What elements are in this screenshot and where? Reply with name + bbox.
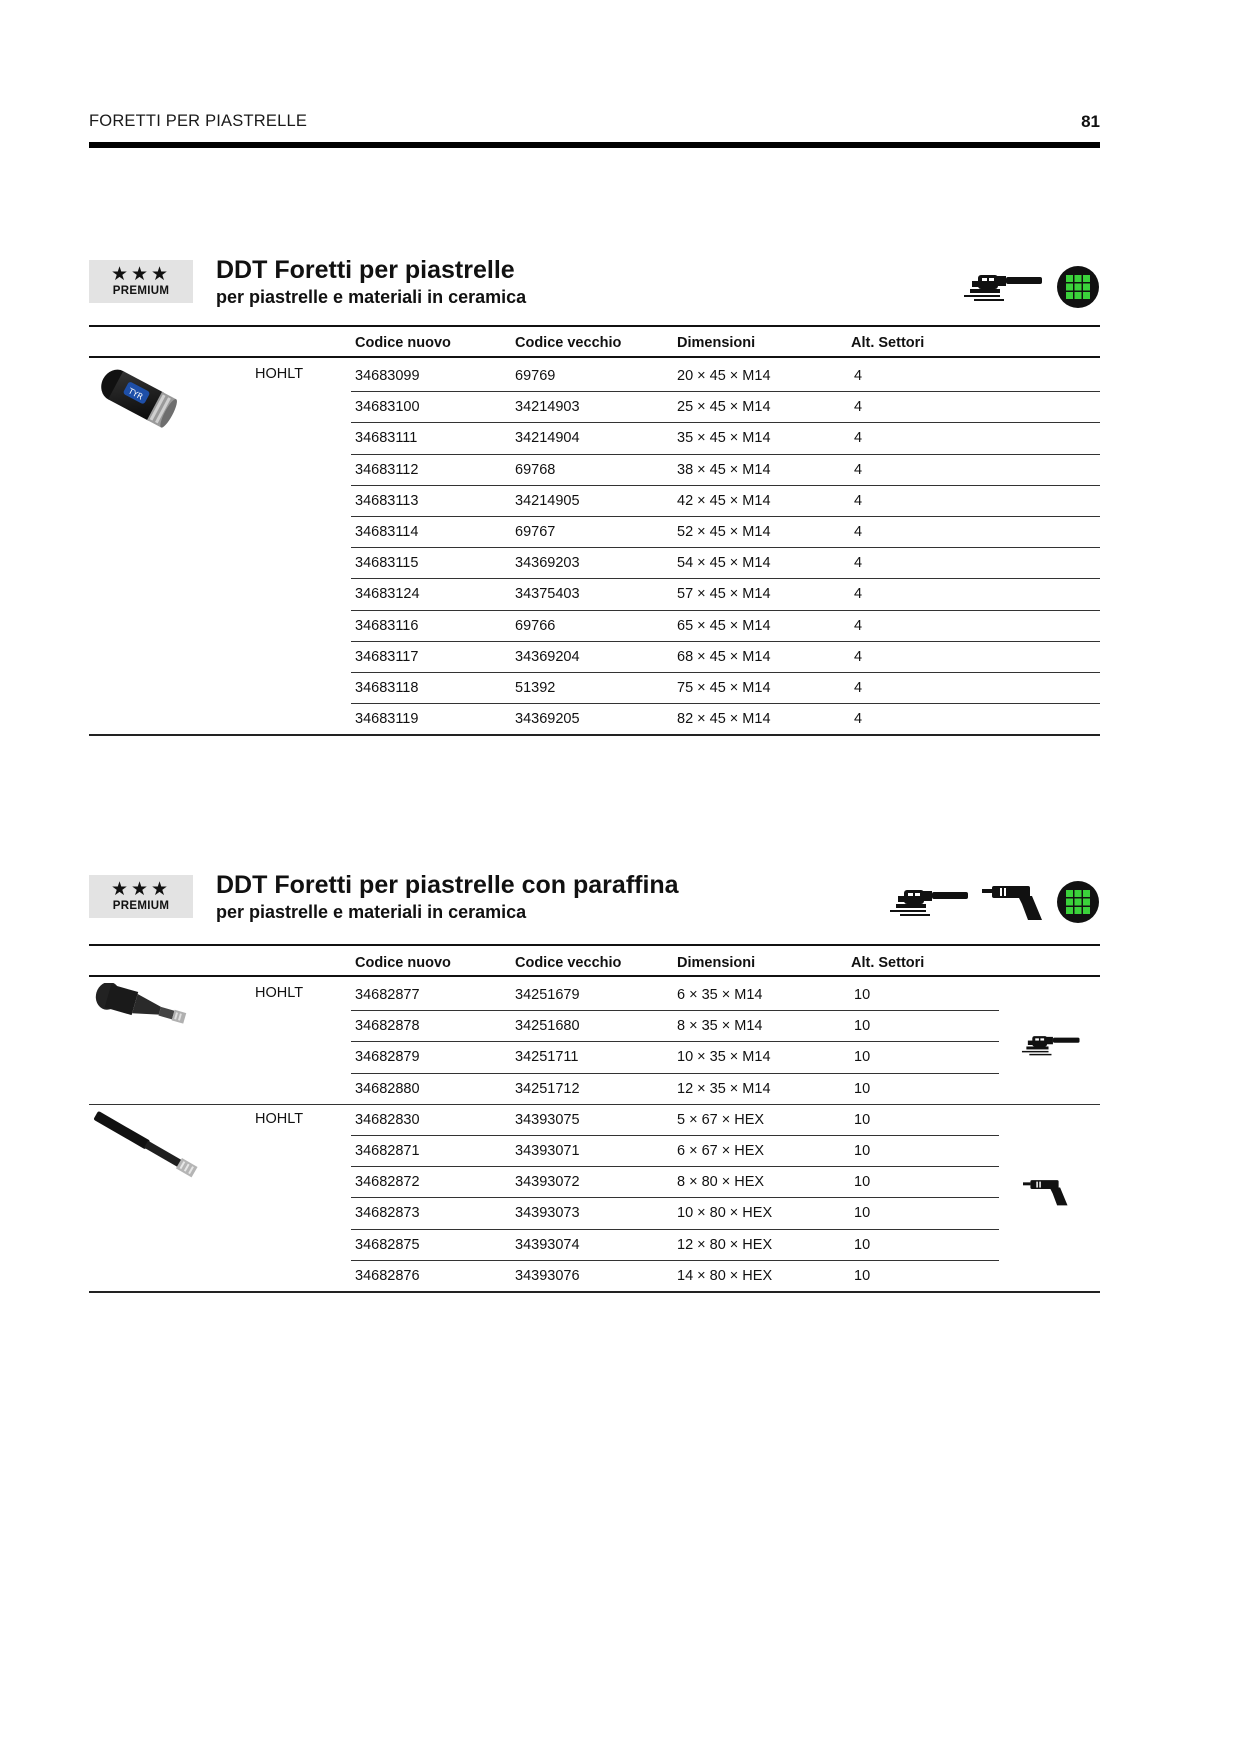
cell-codice-nuovo: 34682879 <box>355 1049 420 1066</box>
svg-text:TYR: TYR <box>126 386 145 402</box>
cell-codice-vecchio: 34214904 <box>515 430 580 447</box>
cell-alt-settori: 4 <box>854 492 863 509</box>
tool-icons <box>886 877 1100 927</box>
row-separator <box>351 422 1100 423</box>
cell-dimensioni: 52 × 45 × M14 <box>677 524 771 540</box>
cell-codice-vecchio: 34251711 <box>515 1049 579 1066</box>
row-separator <box>351 1073 999 1074</box>
cell-codice-vecchio: 34375403 <box>515 586 580 603</box>
product-section-2 <box>89 871 1100 1295</box>
product-image-tile-bit-small-m14 <box>89 983 189 1044</box>
row-separator <box>351 641 1100 642</box>
product-image-tile-bit-hex <box>89 1105 209 1194</box>
stars-icon: ★★★ <box>110 264 172 285</box>
cell-alt-settori: 10 <box>854 1267 871 1284</box>
section-subtitle: per piastrelle e materiali in ceramica <box>216 902 527 922</box>
cell-alt-settori: 10 <box>854 1049 871 1066</box>
stars-icon: ★★★ <box>110 879 172 900</box>
cell-alt-settori: 10 <box>854 1018 871 1035</box>
col-codice-vecchio: Codice vecchio <box>515 955 622 971</box>
row-separator <box>351 454 1100 455</box>
cell-alt-settori: 4 <box>854 711 863 728</box>
cell-dimensioni: 14 × 80 × HEX <box>677 1267 773 1284</box>
cell-codice-vecchio: 69766 <box>515 617 556 634</box>
table-header-rule <box>89 356 1100 358</box>
cell-codice-vecchio: 51392 <box>515 680 556 696</box>
cell-codice-nuovo: 34683115 <box>355 555 419 572</box>
cell-dimensioni: 68 × 45 × M14 <box>677 648 771 665</box>
group-label: HOHLT <box>255 985 304 1001</box>
row-separator <box>351 578 1100 579</box>
tile-grid-icon <box>1056 880 1100 924</box>
power-drill-icon <box>1023 1177 1069 1212</box>
row-separator <box>351 1260 999 1261</box>
cell-codice-nuovo: 34683099 <box>355 368 420 384</box>
tile-grid-icon <box>1056 265 1100 309</box>
section-title: DDT Foretti per piastrelle con paraffina <box>216 871 679 899</box>
cell-codice-vecchio: 34214903 <box>515 399 580 416</box>
cell-dimensioni: 8 × 35 × M14 <box>677 1018 763 1035</box>
table-top-rule <box>89 325 1100 327</box>
col-dimensioni: Dimensioni <box>677 335 756 351</box>
cell-codice-vecchio: 34393071 <box>515 1143 580 1159</box>
cell-alt-settori: 4 <box>854 617 863 634</box>
cell-codice-nuovo: 34683124 <box>355 586 420 603</box>
angle-grinder-icon <box>1019 1030 1081 1065</box>
row-separator <box>351 703 1100 704</box>
cell-codice-vecchio: 34369203 <box>515 555 580 572</box>
cell-codice-vecchio: 34393072 <box>515 1174 580 1191</box>
cell-alt-settori: 10 <box>854 1236 871 1253</box>
row-separator <box>351 1166 999 1167</box>
cell-codice-nuovo: 34682875 <box>355 1236 420 1253</box>
cell-alt-settori: 4 <box>854 399 863 416</box>
cell-codice-vecchio: 34251712 <box>515 1080 580 1097</box>
row-separator <box>351 547 1100 548</box>
angle-grinder-icon <box>960 267 1044 307</box>
cell-codice-nuovo: 34682871 <box>355 1143 420 1159</box>
cell-codice-nuovo: 34683112 <box>355 461 419 478</box>
cell-dimensioni: 5 × 67 × HEX <box>677 1111 765 1128</box>
cell-codice-nuovo: 34683113 <box>355 492 419 509</box>
row-separator <box>351 485 1100 486</box>
cell-dimensioni: 6 × 67 × HEX <box>677 1143 765 1159</box>
cell-alt-settori: 10 <box>854 1205 871 1222</box>
cell-dimensioni: 10 × 35 × M14 <box>677 1049 771 1066</box>
col-codice-vecchio: Codice vecchio <box>515 335 622 351</box>
cell-alt-settori: 10 <box>854 987 871 1003</box>
cell-codice-nuovo: 34682878 <box>355 1018 420 1035</box>
row-separator <box>351 391 1100 392</box>
product-image-tile-bit-m14 <box>89 362 181 443</box>
cell-alt-settori: 4 <box>854 461 863 478</box>
row-separator <box>351 1010 999 1011</box>
cell-codice-nuovo: 34683100 <box>355 399 420 416</box>
table-header-rule <box>89 975 1100 977</box>
page-number: 81 <box>1081 112 1100 131</box>
cell-dimensioni: 6 × 35 × M14 <box>677 987 763 1003</box>
cell-codice-nuovo: 34683114 <box>355 524 419 540</box>
cell-codice-vecchio: 34393074 <box>515 1236 580 1253</box>
cell-codice-nuovo: 34682880 <box>355 1080 420 1097</box>
cell-codice-nuovo: 34683111 <box>355 430 418 447</box>
row-separator <box>351 1041 999 1042</box>
cell-codice-nuovo: 34682872 <box>355 1174 420 1191</box>
cell-codice-nuovo: 34682830 <box>355 1111 420 1128</box>
cell-codice-vecchio: 34393075 <box>515 1111 580 1128</box>
badge-label: PREMIUM <box>112 285 170 297</box>
section-title: DDT Foretti per piastrelle <box>216 256 515 284</box>
cell-codice-vecchio: 34369204 <box>515 648 580 665</box>
cell-dimensioni: 8 × 80 × HEX <box>677 1174 765 1191</box>
table-bottom-rule <box>89 1291 1100 1293</box>
row-separator <box>351 672 1100 673</box>
header-rule <box>89 142 1100 148</box>
power-drill-icon <box>982 882 1044 922</box>
cell-dimensioni: 12 × 35 × M14 <box>677 1080 771 1097</box>
row-separator <box>351 1197 999 1198</box>
cell-alt-settori: 4 <box>854 368 863 384</box>
cell-alt-settori: 4 <box>854 555 863 572</box>
product-section-1 <box>89 256 1100 740</box>
row-separator <box>351 610 1100 611</box>
section-subtitle: per piastrelle e materiali in ceramica <box>216 287 527 307</box>
row-separator <box>351 1135 999 1136</box>
cell-codice-vecchio: 34393073 <box>515 1205 580 1222</box>
cell-dimensioni: 35 × 45 × M14 <box>677 430 771 447</box>
cell-codice-vecchio: 69767 <box>515 524 556 540</box>
cell-codice-vecchio: 34369205 <box>515 711 580 728</box>
cell-alt-settori: 4 <box>854 430 863 447</box>
table-top-rule <box>89 944 1100 946</box>
cell-alt-settori: 10 <box>854 1143 871 1159</box>
col-dimensioni: Dimensioni <box>677 955 756 971</box>
row-separator <box>351 1229 999 1230</box>
cell-codice-nuovo: 34683116 <box>355 617 419 634</box>
premium-badge <box>89 875 193 918</box>
cell-dimensioni: 42 × 45 × M14 <box>677 492 771 509</box>
cell-codice-vecchio: 69768 <box>515 461 556 478</box>
cell-codice-vecchio: 34393076 <box>515 1267 580 1284</box>
col-codice-nuovo: Codice nuovo <box>355 955 451 971</box>
cell-alt-settori: 4 <box>854 680 863 696</box>
col-codice-nuovo: Codice nuovo <box>355 335 451 351</box>
table-bottom-rule <box>89 734 1100 736</box>
cell-alt-settori: 4 <box>854 648 863 665</box>
cell-codice-nuovo: 34682873 <box>355 1205 420 1222</box>
cell-codice-nuovo: 34683118 <box>355 680 419 696</box>
cell-dimensioni: 82 × 45 × M14 <box>677 711 771 728</box>
cell-alt-settori: 10 <box>854 1111 871 1128</box>
angle-grinder-icon <box>886 882 970 922</box>
cell-alt-settori: 4 <box>854 524 863 540</box>
cell-alt-settori: 4 <box>854 586 863 603</box>
badge-label: PREMIUM <box>112 900 170 912</box>
cell-alt-settori: 10 <box>854 1080 871 1097</box>
cell-alt-settori: 10 <box>854 1174 871 1191</box>
group-label: HOHLT <box>255 366 304 382</box>
cell-codice-nuovo: 34682876 <box>355 1267 420 1284</box>
cell-dimensioni: 12 × 80 × HEX <box>677 1236 773 1253</box>
cell-codice-vecchio: 34214905 <box>515 492 580 509</box>
cell-dimensioni: 38 × 45 × M14 <box>677 461 771 478</box>
cell-codice-nuovo: 34683119 <box>355 711 419 728</box>
cell-codice-vecchio: 34251680 <box>515 1018 580 1035</box>
premium-badge <box>89 260 193 303</box>
tool-icons <box>960 262 1100 312</box>
cell-dimensioni: 20 × 45 × M14 <box>677 368 771 384</box>
cell-dimensioni: 54 × 45 × M14 <box>677 555 771 572</box>
group-label: HOHLT <box>255 1111 304 1127</box>
cell-codice-nuovo: 34683117 <box>355 648 419 665</box>
cell-dimensioni: 25 × 45 × M14 <box>677 399 771 416</box>
cell-codice-vecchio: 69769 <box>515 368 556 384</box>
page-header-title: FORETTI PER PIASTRELLE <box>89 112 308 130</box>
col-alt-settori: Alt. Settori <box>851 955 925 971</box>
cell-dimensioni: 57 × 45 × M14 <box>677 586 771 603</box>
cell-dimensioni: 75 × 45 × M14 <box>677 680 771 696</box>
row-separator <box>351 516 1100 517</box>
group-separator <box>89 1104 1100 1105</box>
cell-dimensioni: 10 × 80 × HEX <box>677 1205 773 1222</box>
cell-codice-vecchio: 34251679 <box>515 987 580 1003</box>
cell-dimensioni: 65 × 45 × M14 <box>677 617 771 634</box>
cell-codice-nuovo: 34682877 <box>355 987 420 1003</box>
col-alt-settori: Alt. Settori <box>851 335 925 351</box>
